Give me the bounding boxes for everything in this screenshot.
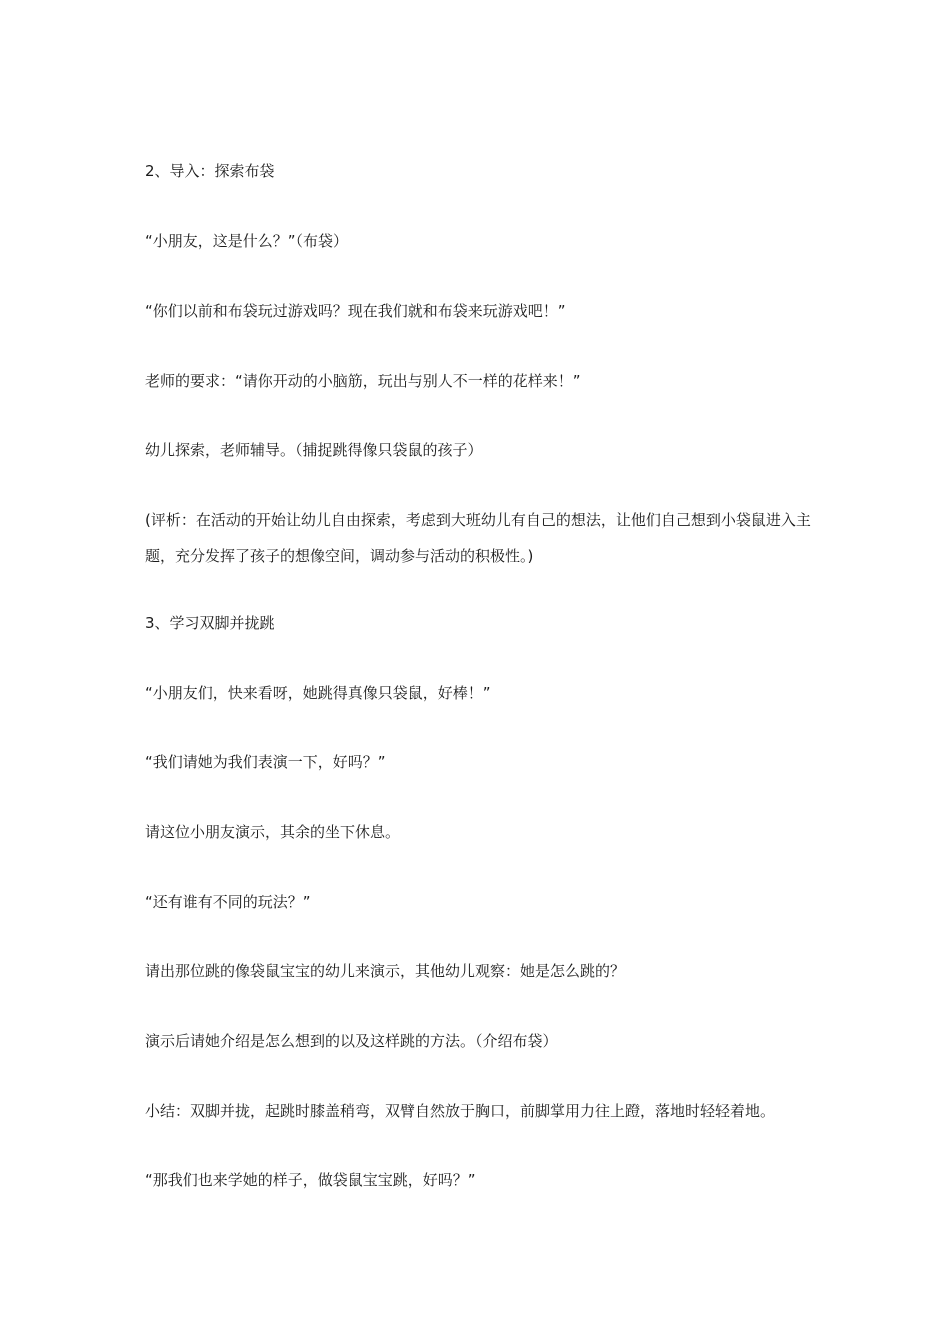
section-heading-jump: 3、学习双脚并拢跳 <box>145 614 275 632</box>
paragraph: 请这位小朋友演示，其余的坐下休息。 <box>145 823 401 841</box>
paragraph: “还有谁有不同的玩法？” <box>145 893 311 911</box>
paragraph: 演示后请她介绍是怎么想到的以及这样跳的方法。（介绍布袋） <box>145 1032 558 1050</box>
section-heading-intro: 2、导入：探索布袋 <box>145 162 275 180</box>
paragraph: “小朋友，这是什么？”（布袋） <box>145 232 349 250</box>
commentary-paragraph: (评析：在活动的开始让幼儿自由探索，考虑到大班幼儿有自己的想法，让他们自己想到小袋鼠进入主题，充分发挥了孩子的想像空间，调动参与活动的积极性。) <box>145 511 811 565</box>
paragraph: 老师的要求：“请你开动的小脑筋，玩出与别人不一样的花样来！” <box>145 372 581 390</box>
paragraph: 请出那位跳的像袋鼠宝宝的幼儿来演示，其他幼儿观察：她是怎么跳的？ <box>145 962 626 980</box>
paragraph: “那我们也来学她的样子，做袋鼠宝宝跳，好吗？” <box>145 1171 476 1189</box>
paragraph: 幼儿探索，老师辅导。（捕捉跳得像只袋鼠的孩子） <box>145 441 483 459</box>
paragraph: “你们以前和布袋玩过游戏吗？现在我们就和布袋来玩游戏吧！” <box>145 302 566 320</box>
paragraph: “小朋友们，快来看呀，她跳得真像只袋鼠，好棒！” <box>145 684 491 702</box>
summary-paragraph: 小结：双脚并拢，起跳时膝盖稍弯，双臂自然放于胸口，前脚掌用力往上蹬，落地时轻轻着地。 <box>145 1102 776 1120</box>
paragraph: “我们请她为我们表演一下，好吗？” <box>145 753 386 771</box>
